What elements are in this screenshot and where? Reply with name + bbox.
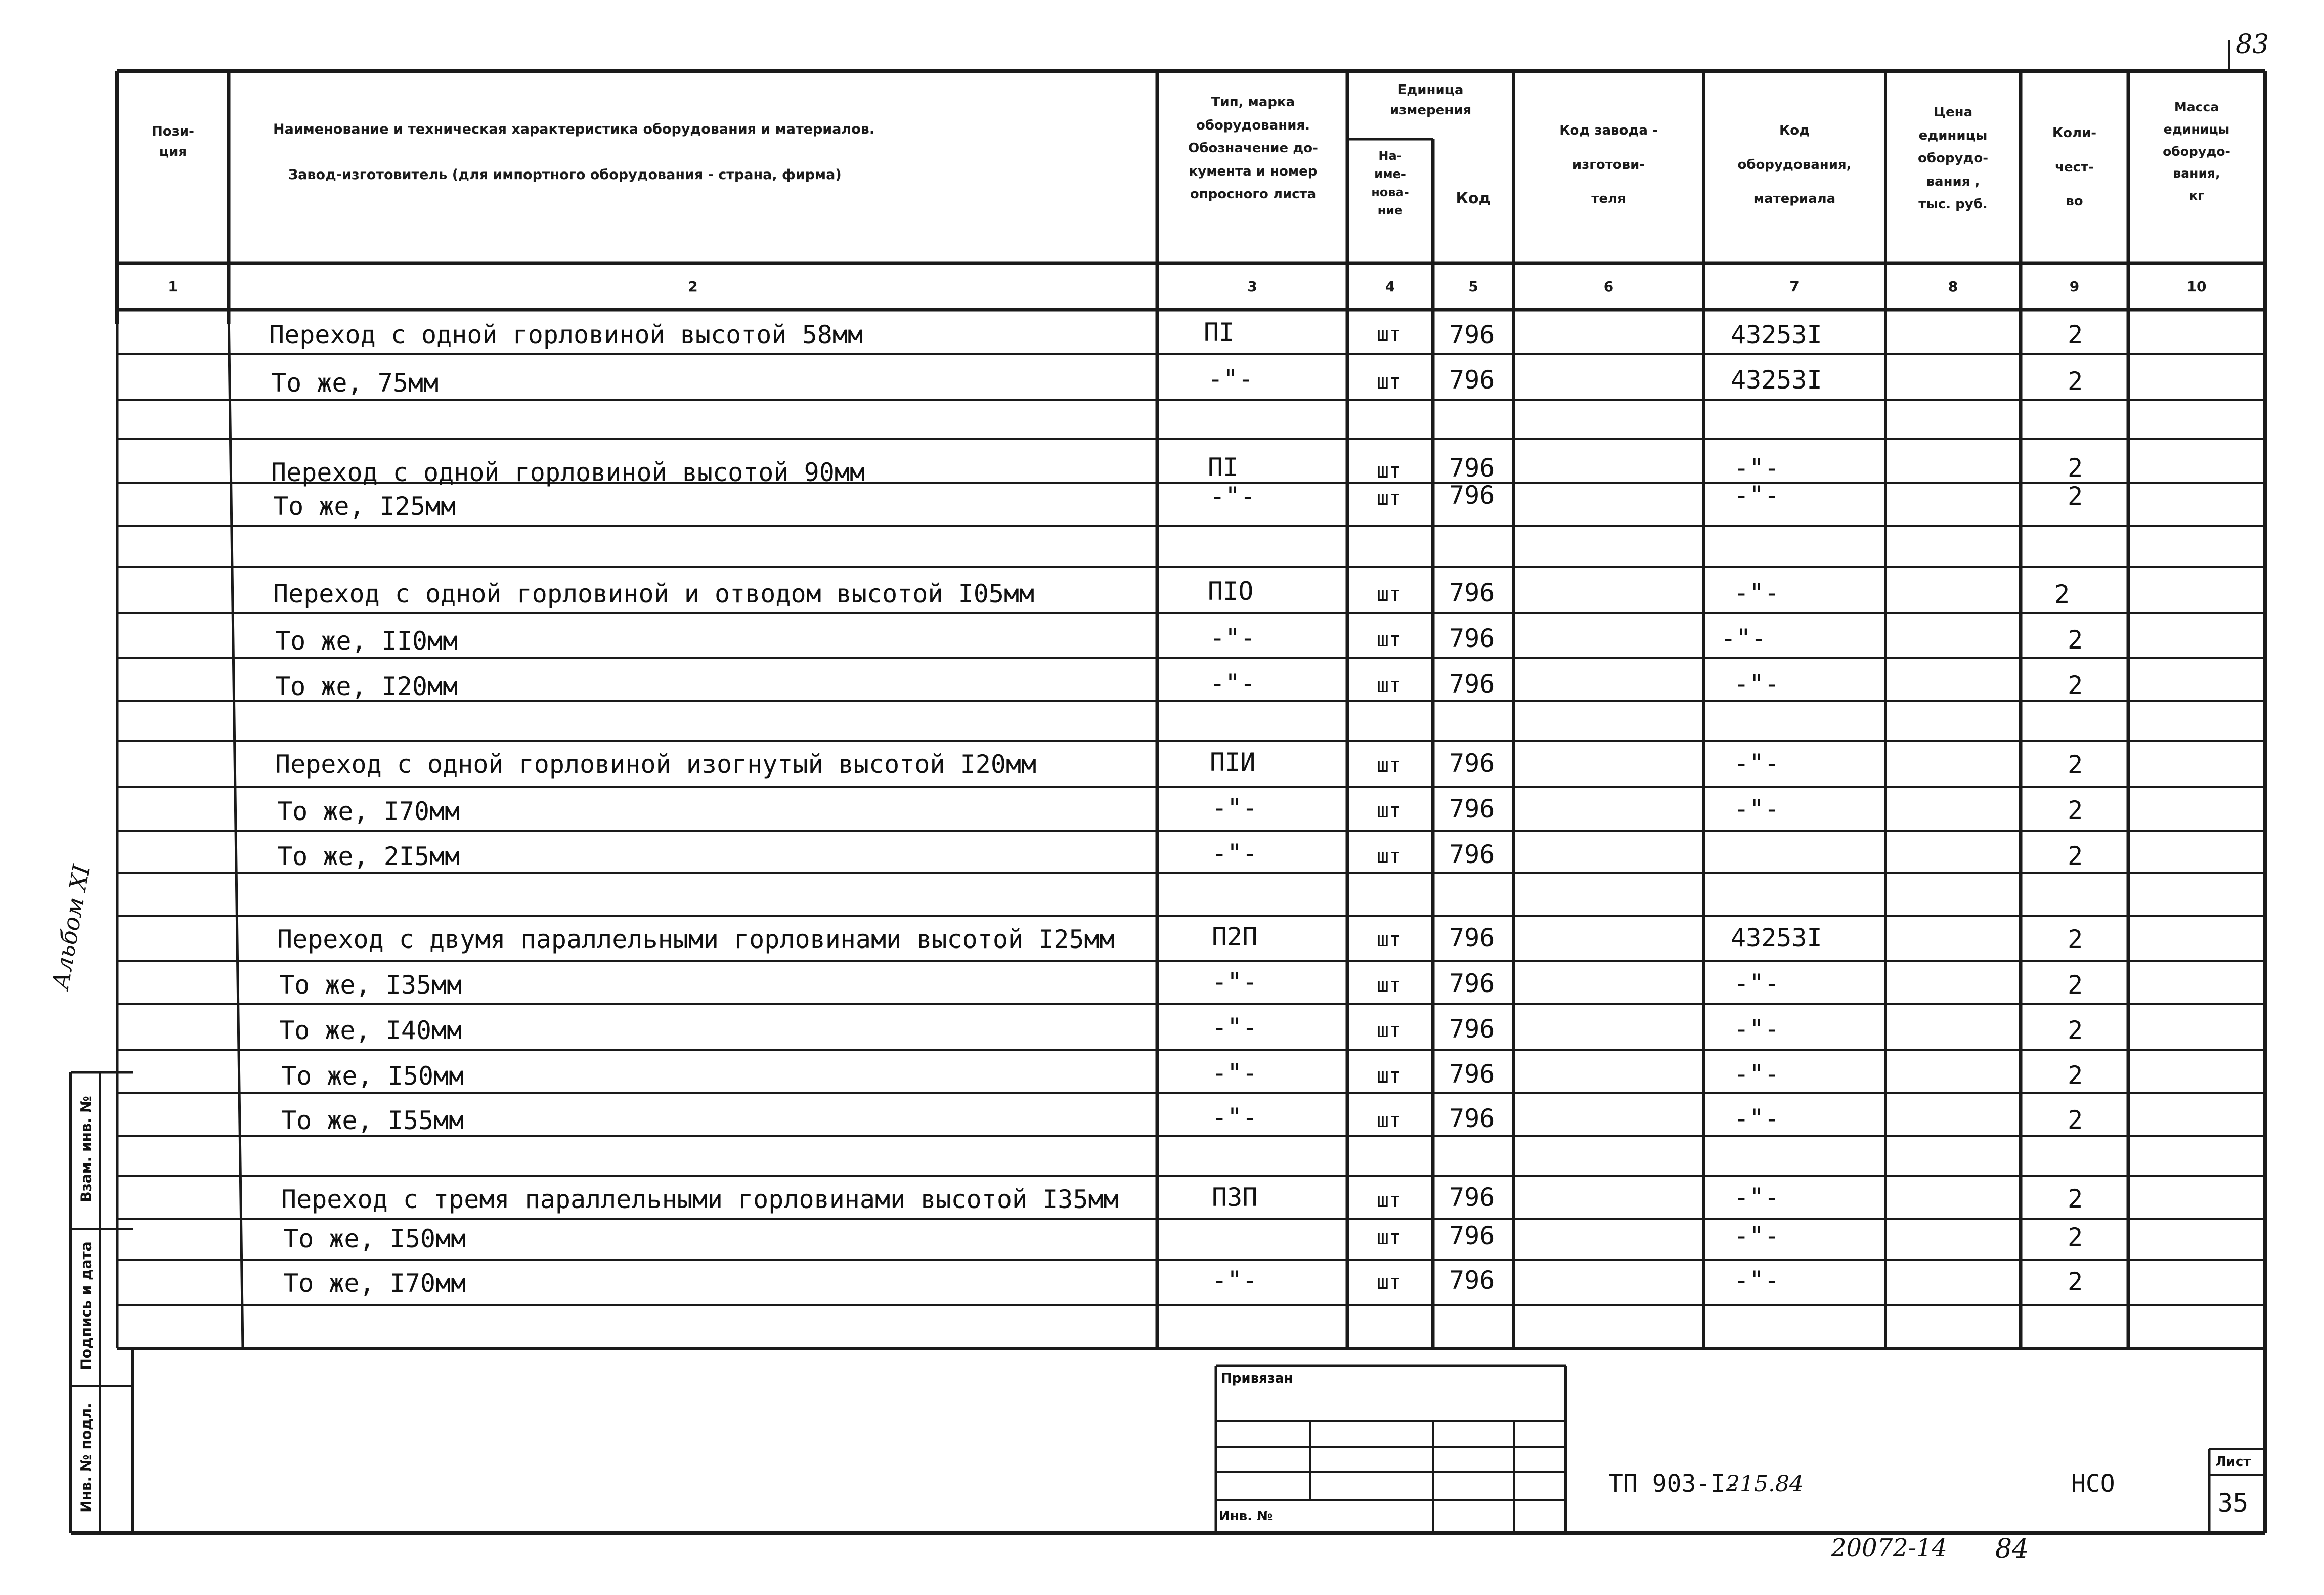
row-material-code: -"-: [1734, 749, 1780, 778]
row-unit-code: 796: [1449, 669, 1495, 699]
row-name: Переход с одной горловиной изогнутый высотой I20мм: [275, 750, 1037, 779]
row-unit: шт: [1377, 1064, 1401, 1088]
row-name: То же, I25мм: [273, 492, 456, 521]
row-name: То же, I50мм: [281, 1061, 464, 1091]
album-label: Альбом XI: [47, 863, 96, 992]
inv-podl-label: Инв. № подл.: [77, 1403, 95, 1513]
row-unit-code: 796: [1449, 794, 1495, 824]
row-unit: шт: [1377, 674, 1401, 697]
page-number: 83: [2235, 29, 2269, 60]
col-number: 5: [1468, 278, 1478, 295]
row-unit-code: 796: [1449, 749, 1495, 778]
row-name: То же, I20мм: [275, 672, 458, 701]
stamp-inv-no: Инв. №: [1219, 1508, 1273, 1524]
stamp-section: НСО: [2071, 1470, 2115, 1498]
row-unit: шт: [1377, 1189, 1401, 1212]
row-unit: шт: [1377, 1109, 1401, 1132]
row-unit: шт: [1377, 974, 1401, 997]
header-plant-code: Код завода - изготови- теля: [1559, 123, 1658, 207]
row-material-code: 43253I: [1731, 320, 1822, 350]
row-unit: шт: [1377, 799, 1401, 823]
stamp-sheet-number: 35: [2218, 1488, 2249, 1518]
row-material-code: 43253I: [1731, 365, 1822, 395]
row-material-code: 43253I: [1731, 923, 1822, 953]
row-quantity: 2: [2068, 482, 2083, 511]
row-quantity: 2: [2068, 970, 2083, 1000]
row-type: -"-: [1212, 839, 1258, 868]
row-name: То же, 75мм: [271, 368, 439, 398]
col-number: 3: [1247, 278, 1257, 295]
row-unit: шт: [1377, 487, 1401, 510]
stamp-doc-code: ТП 903-I-: [1608, 1470, 1740, 1498]
row-type: ПI: [1204, 318, 1235, 347]
header-position: Пози- ция: [152, 124, 194, 160]
row-type: -"-: [1212, 793, 1258, 823]
row-unit: шт: [1377, 370, 1401, 394]
row-quantity: 2: [2068, 367, 2083, 396]
row-unit-code: 796: [1449, 578, 1495, 608]
row-material-code: -"-: [1734, 1014, 1780, 1044]
row-unit: шт: [1377, 459, 1401, 483]
row-unit: шт: [1377, 628, 1401, 652]
col-number: 4: [1385, 278, 1395, 295]
row-type: -"-: [1210, 669, 1256, 698]
header-material-code: Код оборудования, материала: [1737, 123, 1852, 207]
stamp-privyazan: Привязан: [1221, 1371, 1293, 1386]
row-type: П3П: [1212, 1183, 1258, 1212]
row-unit-code: 796: [1449, 481, 1495, 510]
row-name: То же, I40мм: [279, 1016, 462, 1045]
row-unit: шт: [1377, 928, 1401, 952]
order-number: 20072-14: [1831, 1534, 1947, 1562]
row-quantity: 2: [2068, 1223, 2083, 1252]
row-name: Переход с одной горловиной высотой 90мм: [271, 458, 865, 487]
row-unit-code: 796: [1449, 1221, 1495, 1251]
row-quantity: 2: [2068, 841, 2083, 871]
header-name-line1: Наименование и техническая характеристика оборудования и материалов.: [273, 121, 875, 137]
row-type: ПI: [1208, 453, 1239, 482]
col-number: 1: [168, 278, 178, 295]
header-unit-name: На- име- нова- ние: [1371, 149, 1409, 218]
row-material-code: -"-: [1734, 794, 1780, 824]
row-type: П2П: [1212, 922, 1258, 952]
row-name: То же, 2I5мм: [277, 842, 460, 871]
row-material-code: -"-: [1734, 578, 1780, 608]
col-number: 7: [1789, 278, 1800, 295]
row-quantity: 2: [2068, 671, 2083, 700]
header-price: Цена единицы оборудо- вания , тыс. руб.: [1917, 105, 1989, 212]
header-unit-group: Единица измерения: [1389, 82, 1472, 118]
row-material-code: -"-: [1734, 1221, 1780, 1251]
row-name: То же, I70мм: [283, 1269, 466, 1298]
vzam-inv-label: Взам. инв. №: [77, 1096, 95, 1202]
row-material-code: -"-: [1734, 969, 1780, 998]
row-quantity: 2: [2068, 925, 2083, 954]
row-quantity: 2: [2068, 320, 2083, 350]
row-quantity: 2: [2068, 750, 2083, 780]
row-material-code: -"-: [1734, 1104, 1780, 1133]
row-material-code: -"-: [1734, 669, 1780, 699]
row-type: -"-: [1208, 364, 1254, 394]
row-unit-code: 796: [1449, 840, 1495, 869]
row-quantity: 2: [2068, 1061, 2083, 1090]
row-unit: шт: [1377, 323, 1401, 346]
row-unit-code: 796: [1449, 1104, 1495, 1133]
row-name: То же, I55мм: [281, 1106, 464, 1135]
row-quantity: 2: [2068, 1105, 2083, 1135]
header-unit-code: Код: [1456, 190, 1491, 207]
row-quantity: 2: [2068, 1267, 2083, 1297]
row-unit-code: 796: [1449, 1014, 1495, 1044]
row-type: -"-: [1212, 967, 1258, 997]
row-name: То же, I70мм: [277, 797, 460, 826]
col-number: 10: [2186, 278, 2207, 295]
row-name: Переход с одной горловиной и отводом высотой I05мм: [273, 579, 1035, 609]
row-name: То же, I35мм: [279, 970, 462, 1000]
row-unit-code: 796: [1449, 923, 1495, 953]
header-mass: Масса единицы оборудо- вания, кг: [2163, 100, 2230, 203]
col-number: 6: [1603, 278, 1614, 295]
row-quantity: 2: [2068, 453, 2083, 483]
row-type: ПIИ: [1210, 748, 1256, 777]
row-type: -"-: [1212, 1103, 1258, 1132]
row-unit-code: 796: [1449, 969, 1495, 998]
row-unit-code: 796: [1449, 1183, 1495, 1212]
row-quantity: 2: [2068, 1016, 2083, 1045]
header-type: Тип, марка оборудования. Обозначение до- кумента и номер опросного листа: [1188, 95, 1318, 202]
stamp-doc-code-hand: 215.84: [1726, 1471, 1804, 1497]
row-quantity: 2: [2068, 1184, 2083, 1214]
col-number: 2: [688, 278, 698, 295]
header-name-line2: Завод-изготовитель (для импортного оборудования - страна, фирма): [288, 167, 842, 183]
header-quantity: Коли- чест- во: [2052, 125, 2097, 209]
row-quantity: 2: [2068, 796, 2083, 825]
row-name: Переход с двумя параллельными горловинами высотой I25мм: [277, 925, 1115, 954]
row-material-code: -"-: [1734, 1266, 1780, 1295]
row-type: -"-: [1212, 1013, 1258, 1042]
row-type: -"-: [1210, 623, 1256, 653]
row-material-code: -"-: [1734, 1059, 1780, 1089]
row-unit: шт: [1377, 583, 1401, 606]
row-unit-code: 796: [1449, 1059, 1495, 1089]
row-material-code: -"-: [1734, 453, 1780, 483]
row-unit: шт: [1377, 845, 1401, 868]
row-unit: шт: [1377, 1271, 1401, 1294]
col-number: 9: [2069, 278, 2080, 295]
row-name: Переход с тремя параллельными горловинами высотой I35мм: [281, 1185, 1119, 1214]
row-unit-code: 796: [1449, 365, 1495, 395]
row-material-code: -"-: [1734, 1183, 1780, 1212]
row-unit-code: 796: [1449, 624, 1495, 653]
year-note: 84: [1995, 1534, 2029, 1564]
row-unit: шт: [1377, 754, 1401, 777]
stamp-sheet-label: Лист: [2215, 1454, 2251, 1470]
row-unit-code: 796: [1449, 453, 1495, 483]
row-quantity: 2: [2068, 625, 2083, 655]
row-type: -"-: [1212, 1058, 1258, 1088]
col-number: 8: [1948, 278, 1958, 295]
signature-date-label: Подпись и дата: [77, 1241, 95, 1370]
row-unit-code: 796: [1449, 320, 1495, 350]
row-unit-code: 796: [1449, 1266, 1495, 1295]
row-name: То же, I50мм: [283, 1224, 466, 1254]
row-name: Переход с одной горловиной высотой 58мм: [269, 320, 863, 350]
row-material-code: -"-: [1721, 624, 1767, 653]
row-type: -"-: [1210, 482, 1256, 511]
row-material-code: -"-: [1734, 481, 1780, 510]
row-unit: шт: [1377, 1019, 1401, 1042]
row-type: -"-: [1212, 1266, 1258, 1295]
row-type: ПIО: [1208, 577, 1254, 606]
row-name: То же, II0мм: [275, 626, 458, 656]
row-quantity: 2: [2054, 580, 2070, 609]
row-unit: шт: [1377, 1226, 1401, 1249]
